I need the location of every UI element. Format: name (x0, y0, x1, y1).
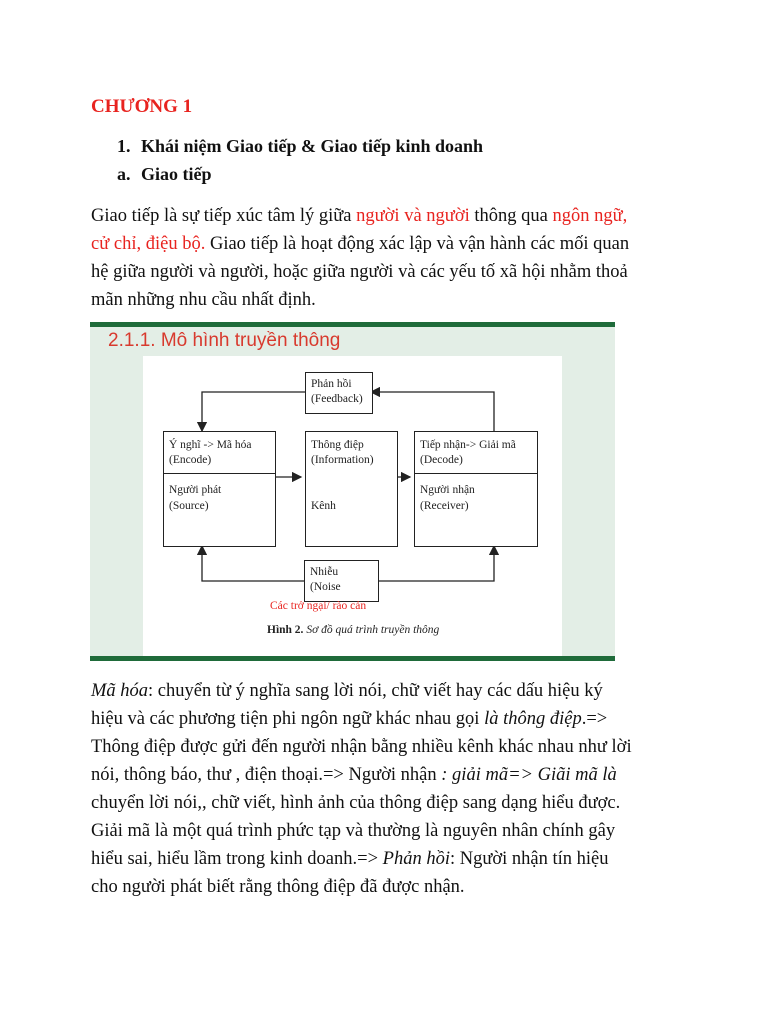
highlight-nguoi-va-nguoi: người và người (356, 206, 470, 226)
arrow-receiver-to-feedback (371, 392, 494, 431)
figure-bottom-bar (90, 656, 615, 661)
message-box: Thông điệp (Information) Kênh (305, 431, 398, 547)
diagram-panel (143, 356, 562, 656)
def-line-8: cho người phát biết rằng thông điệp đã được nhận. (91, 877, 465, 897)
arrow-noise-to-source (202, 546, 304, 581)
heading-1 (117, 136, 483, 157)
receiver-box: Tiếp nhận-> Giải mã (Decode) Người nhận (Receiver) (414, 431, 538, 547)
heading-2 (117, 164, 212, 185)
figure-caption (267, 624, 439, 636)
def-line-6: Giải mã là một quá trình phức tạp và thường là nguyên nhân chính gây (91, 821, 616, 841)
term-giai-ma: : giải mã=> Giãi mã là (441, 765, 617, 785)
def-line-7: hiểu sai, hiểu lầm trong kinh doanh.=> Phản hồi: Người nhận tín hiệu (91, 849, 609, 869)
heading-2-number: a. (117, 164, 131, 184)
def-line-2: hiệu và các phương tiện phi ngôn ngữ khác nhau gọi là thông điệp.=> (91, 709, 608, 729)
intro-line-2: cử chỉ, điệu bộ. Giao tiếp là hoạt động xác lập và vận hành các mối quan (91, 234, 630, 254)
source-box: Ý nghĩ -> Mã hóa (Encode) Người phát (Source) (163, 431, 276, 547)
definitions-paragraph (91, 677, 691, 901)
intro-paragraph (91, 202, 691, 314)
def-line-1: Mã hóa: chuyển từ ý nghĩa sang lời nói, chữ viết hay các dấu hiệu ký (91, 681, 603, 701)
heading-2-text: Giao tiếp (141, 164, 212, 184)
intro-line-4: mãn những nhu cầu nhất định. (91, 290, 316, 310)
noise-box: Nhiễu (Noise (304, 560, 379, 602)
caption-label: Hình 2. (267, 624, 304, 636)
figure-title: 2.1.1. Mô hình truyền thông (108, 330, 341, 351)
def-line-4: nói, thông báo, thư , điện thoại.=> Người nhận : giải mã=> Giãi mã là (91, 765, 617, 785)
feedback-box: Phản hồi (Feedback) (305, 372, 373, 414)
term-phan-hoi: Phản hồi (382, 849, 450, 869)
caption-text: Sơ đồ quá trình truyền thông (306, 624, 440, 636)
intro-line-3: hệ giữa người và người, hoặc giữa người và các yếu tố xã hội nhằm thoả (91, 262, 628, 282)
arrow-feedback-to-source (202, 392, 305, 431)
arrow-noise-to-receiver (378, 546, 494, 581)
term-ma-hoa: Mã hóa (91, 681, 149, 701)
highlight-ngon-ngu: ngôn ngữ, (552, 206, 628, 226)
communication-model-figure (90, 322, 615, 661)
figure-top-bar (90, 322, 615, 327)
chapter-title: CHƯƠNG 1 (91, 96, 193, 117)
highlight-cu-chi: cử chỉ, điệu bộ. (91, 234, 206, 254)
heading-1-number: 1. (117, 136, 131, 156)
heading-1-text: Khái niệm Giao tiếp & Giao tiếp kinh doanh (141, 136, 484, 156)
intro-line-1: Giao tiếp là sự tiếp xúc tâm lý giữa người và người thông qua ngôn ngữ, (91, 206, 628, 226)
def-line-5: chuyển lời nói,, chữ viết, hình ảnh của thông điệp sang dạng hiểu được. (91, 793, 621, 813)
term-thong-diep: là thông điệp (484, 709, 582, 729)
obstacles-label: Các trở ngại/ rào cản (270, 600, 367, 612)
def-line-3: Thông điệp được gửi đến người nhận bằng nhiều kênh khác nhau như lời (91, 737, 632, 757)
